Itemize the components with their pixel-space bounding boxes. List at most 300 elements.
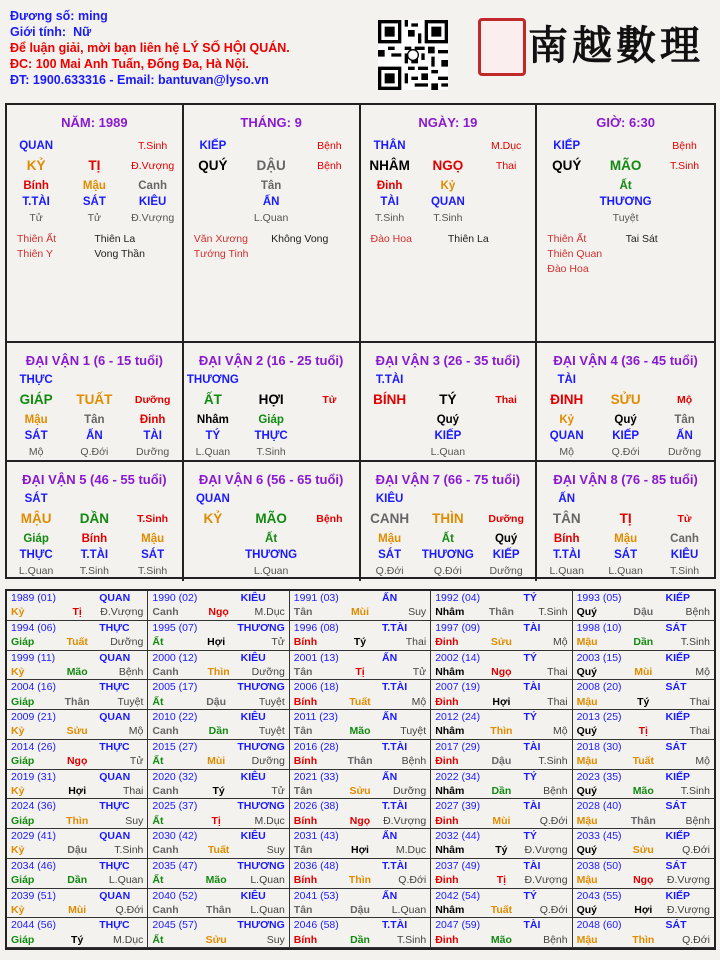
pillar-r3-cell [184, 178, 242, 194]
year-label: 2028 (40) [576, 800, 622, 813]
dai-van-r2-cell: ẤT [203, 392, 222, 407]
dai-van-god: T.TÀI [375, 374, 404, 386]
branch: Ngọ [349, 814, 371, 827]
pillar-r3-cell: Mậu [82, 180, 106, 192]
contact-line: Để luận giải, mời bạn liên hệ LÝ SỐ HỘI QUÁN. [10, 41, 290, 55]
luu-nien-cell [573, 740, 714, 770]
pillar-title: NGÀY: 19 [418, 115, 478, 130]
pillar-r4-cell: TÀI [380, 196, 399, 208]
dai-van-r3-cell [300, 412, 358, 428]
pillar-note: Đào Hoa [547, 263, 589, 275]
ten-god: QUAN [99, 770, 131, 783]
ten-god: QUAN [99, 711, 131, 723]
luu-nien-cell [431, 740, 572, 770]
branch: Sửu [205, 933, 227, 946]
ten-god: THƯƠNG [237, 919, 285, 932]
life-stage: Đ.Vượng [524, 844, 568, 857]
dai-van-r2-cell: TUẤT [76, 392, 113, 407]
branch: Ngọ [66, 755, 88, 768]
branch: Dần [208, 725, 229, 738]
life-stage: Dưỡng [251, 755, 285, 768]
life-stage: Dưỡng [110, 636, 144, 649]
ten-god: T.TÀI [382, 859, 408, 872]
dai-van-r4-cell: THƯƠNG [245, 549, 298, 561]
year-label: 2023 (35) [576, 770, 622, 783]
ten-god: T.TÀI [382, 919, 408, 932]
dai-van-r3-cell: Ất [441, 533, 454, 545]
year-label: 2015 (27) [152, 740, 198, 753]
spacer [65, 491, 123, 507]
stem: Đinh [435, 695, 459, 708]
dai-van-r5-cell: L.Quan [195, 446, 231, 458]
pillar-r5-cell [477, 210, 535, 226]
luu-nien-cell [290, 829, 431, 859]
pillar-r1-cell: KIẾP [553, 140, 581, 152]
stem: Giáp [11, 755, 35, 768]
luu-nien-cell [290, 680, 431, 710]
pillar-r2-cell: NHÂM [369, 158, 410, 173]
ten-god: THỰC [99, 681, 130, 694]
dai-van-r5-cell: L.Quan [18, 565, 54, 577]
ten-god: QUAN [99, 889, 131, 902]
spacer [419, 491, 477, 507]
year-label: 2032 (44) [435, 830, 481, 842]
luu-nien-cell [290, 918, 431, 948]
stem: Kỷ [11, 844, 25, 857]
ten-god: KIÊU [240, 711, 266, 723]
year-label: 2034 (46) [11, 859, 56, 872]
luu-nien-cell [290, 889, 431, 919]
dai-van-body [537, 372, 714, 460]
ten-god: THỰC [99, 740, 130, 753]
dai-van-title: ĐẠI VẬN 8 (76 - 85 tuổi) [553, 472, 698, 487]
year-label: 1996 (08) [293, 621, 339, 634]
stem: Đinh [435, 933, 459, 946]
dai-van-r3-cell [184, 531, 242, 547]
dai-van-r2-cell: TỊ [619, 511, 632, 526]
luu-nien-cell [573, 591, 714, 621]
seal-stamp-icon [478, 18, 526, 76]
pillar-r5-cell [300, 210, 358, 226]
ten-god: TÀI [523, 681, 541, 694]
branch: Hợi [351, 844, 369, 857]
dai-van-r2-cell: Dưỡng [488, 513, 524, 525]
dai-van-title: ĐẠI VẬN 1 (6 - 15 tuổi) [25, 353, 163, 368]
luu-nien-cell [431, 651, 572, 681]
pillar-r2-cell: TỊ [88, 158, 101, 173]
pillar-r5-cell [537, 210, 596, 226]
dai-van-r2-cell: CANH [370, 511, 410, 526]
dai-van-r4-cell: TÝ [205, 430, 221, 442]
life-stage: Suy [266, 933, 285, 946]
pillar-notes [361, 232, 536, 247]
stem: Mậu [576, 814, 598, 827]
pillar-note: Văn Xương [193, 233, 248, 245]
ten-god: TÝ [523, 830, 537, 842]
pillar-r3-cell [477, 178, 535, 194]
ten-god: TÀI [523, 919, 541, 932]
life-stage: Suy [266, 844, 285, 857]
dai-van-2 [184, 343, 361, 462]
life-stage: L.Quan [108, 874, 144, 887]
dai-van-r3-cell: Quý [494, 533, 518, 545]
pillar-r4-cell: KIÊU [138, 196, 167, 208]
dai-van-r2-cell: MÃO [255, 511, 287, 526]
stem: Giáp [11, 636, 35, 649]
pillar-body [537, 138, 714, 226]
stem: Nhâm [435, 665, 465, 678]
life-stage: Dưỡng [251, 665, 285, 678]
dai-van-body [184, 491, 359, 579]
year-label: 2020 (32) [152, 770, 198, 783]
dai-van-body [184, 372, 359, 460]
pillar-r2-cell: DẬU [256, 158, 286, 173]
dai-van-5 [7, 462, 184, 581]
pillar-note: Thiên La [447, 233, 489, 245]
dai-van-r4-cell [361, 428, 419, 444]
spacer [65, 372, 123, 388]
branch: Tý [353, 636, 367, 649]
spacer [477, 372, 535, 388]
luu-nien-cell [431, 799, 572, 829]
dai-van-r2-cell: TÝ [439, 392, 457, 407]
life-stage: Bệnh [685, 814, 710, 827]
dai-van-r5-cell [361, 444, 419, 460]
dai-van-r2-cell: Tử [322, 394, 337, 406]
life-stage: Tuyệt [400, 725, 427, 738]
dai-van-r3-cell: Quý [436, 414, 460, 426]
branch: Sửu [632, 844, 654, 857]
luu-nien-cell [290, 621, 431, 651]
luu-nien-cell [148, 710, 289, 740]
ten-god: T.TÀI [382, 621, 408, 634]
dai-van-title: ĐẠI VẬN 4 (36 - 45 tuổi) [553, 353, 698, 368]
ten-god: TÝ [523, 770, 537, 783]
dai-van-r5-cell: Q.Đới [433, 565, 462, 577]
branch: Ngọ [633, 874, 654, 887]
luu-nien-cell [431, 621, 572, 651]
stem: Đinh [435, 755, 459, 768]
branch: Tị [496, 874, 507, 887]
pillar-r2-cell: QUÝ [552, 158, 582, 173]
luu-nien-cell [431, 710, 572, 740]
dai-van-3 [361, 343, 538, 462]
luu-nien-cell [148, 859, 289, 889]
branch: Thìn [490, 725, 513, 738]
branch: Tý [637, 695, 650, 708]
ten-god: KIẾP [665, 651, 691, 664]
dai-van-r2-cell: Thai [495, 394, 517, 406]
luu-nien-cell [290, 740, 431, 770]
stem: Kỷ [11, 784, 25, 797]
dai-van-god: SÁT [24, 493, 48, 505]
dai-van-god: ẤN [558, 493, 576, 505]
pillar-r3-cell: Canh [138, 180, 167, 192]
dai-van-r4-cell: SÁT [141, 549, 165, 561]
pillar-r2-cell: Thai [495, 160, 517, 172]
dai-van-r3-cell: Quý [614, 414, 637, 426]
branch: Mùi [68, 903, 87, 916]
stem: Nhâm [435, 606, 465, 619]
dai-van-r5-cell: T.Sinh [669, 565, 700, 577]
luu-nien-cell [431, 859, 572, 889]
luu-nien-cell [573, 799, 714, 829]
stem: Canh [152, 606, 179, 619]
pillar-r2-cell: Đ.Vượng [131, 160, 175, 172]
ten-god: ẤN [382, 651, 398, 664]
stem: Mậu [576, 695, 598, 708]
ten-god: KIÊU [240, 830, 266, 842]
pillar-note [626, 262, 704, 277]
dai-van-r4-cell: KIẾP [612, 430, 640, 442]
pillar-r1-cell: T.Sinh [138, 140, 168, 152]
pillar-r4-cell: SÁT [82, 196, 106, 208]
dai-van-title: ĐẠI VẬN 3 (26 - 35 tuổi) [375, 353, 521, 368]
pillar-note: Vong Thần [94, 248, 145, 260]
stem: Tân [293, 784, 313, 797]
pillar-r3-cell [537, 178, 596, 194]
luu-nien-cell [7, 889, 148, 919]
dai-van-r4-cell: ẤN [676, 430, 693, 442]
luu-nien-cell [431, 829, 572, 859]
ten-god: THƯƠNG [237, 621, 285, 634]
year-label: 2043 (55) [576, 889, 622, 902]
luu-nien-cell [148, 889, 289, 919]
dai-van-r5-cell: T.Sinh [138, 565, 168, 577]
dai-van-title: ĐẠI VẬN 5 (46 - 55 tuổi) [22, 472, 167, 487]
luu-nien-cell [7, 591, 148, 621]
dai-van-title: ĐẠI VẬN 6 (56 - 65 tuổi) [198, 472, 344, 487]
branch: Thân [64, 695, 90, 708]
luu-nien-cell [7, 799, 148, 829]
dai-van-r2-cell: T.Sinh [137, 513, 169, 525]
branch: Mùi [350, 606, 370, 619]
luu-nien-cell [290, 710, 431, 740]
stem: Canh [152, 784, 179, 797]
year-label: 2017 (29) [435, 740, 481, 753]
dai-van-r3-cell: Mậu [378, 533, 402, 545]
stem: Ất [152, 695, 164, 708]
branch: Ngọ [208, 606, 229, 619]
pillar-r3-cell: Tân [260, 180, 282, 192]
dai-van-r3-cell [300, 531, 358, 547]
ten-god: ẤN [382, 830, 398, 842]
branch: Dần [350, 933, 370, 946]
luu-nien-cell [7, 710, 148, 740]
branch: Thân [630, 814, 656, 827]
dai-van-r4-cell: TÀI [143, 430, 162, 442]
branch: Hợi [207, 636, 226, 649]
dai-van-r2-cell: Dưỡng [134, 394, 171, 406]
dai-van-r2-cell: MẬU [20, 511, 52, 526]
life-stage: Thai [547, 665, 568, 678]
address-line: ĐC: 100 Mai Anh Tuấn, Đống Đa, Hà Nội. [10, 57, 249, 71]
ten-god: SÁT [665, 859, 687, 872]
pillar-title: NĂM: 1989 [61, 115, 128, 130]
stem: Giáp [11, 814, 35, 827]
ten-god: THƯƠNG [237, 859, 285, 872]
ten-god: ẤN [382, 592, 398, 604]
year-label: 2011 (23) [293, 711, 338, 723]
year-label: 2003 (15) [576, 651, 622, 664]
pillar-note: Đào Hoa [370, 233, 412, 245]
life-stage: Q.Đới [539, 903, 568, 916]
dai-van-r2-cell: Tử [677, 513, 692, 525]
pillar-r5-cell: L.Quan [253, 212, 289, 224]
dai-van-r5-cell [300, 444, 358, 460]
branch: Tị [355, 665, 365, 678]
life-stage: Đ.Vượng [524, 874, 568, 887]
life-stage: Đ.Vượng [666, 874, 710, 887]
life-stage: M.Dục [254, 814, 285, 827]
stem: Canh [152, 903, 179, 916]
stem: Nhâm [435, 784, 465, 797]
year-label: 2026 (38) [293, 800, 339, 813]
life-stage: Bệnh [543, 933, 568, 946]
branch: Thìn [632, 933, 655, 946]
luu-nien-cell [573, 859, 714, 889]
year-label: 1997 (09) [435, 621, 481, 634]
dai-van-r4-cell: ẤN [86, 430, 103, 442]
year-label: 2007 (19) [435, 681, 481, 694]
luu-nien-cell [431, 918, 572, 948]
stem: Ất [152, 636, 164, 649]
life-stage: T.Sinh [680, 636, 710, 649]
year-label: 2006 (18) [293, 681, 339, 694]
dai-van-r3-cell: Nhâm [196, 414, 229, 426]
stem: Nhâm [435, 844, 465, 857]
year-label: 2005 (17) [152, 681, 198, 694]
dai-van-r3-cell [361, 412, 419, 428]
branch: Hợi [634, 903, 653, 916]
dai-van-r4-cell: SÁT [614, 549, 638, 561]
ten-god: TÝ [523, 592, 537, 604]
qr-code-icon [378, 20, 448, 90]
dai-van-title: ĐẠI VẬN 7 (66 - 75 tuổi) [375, 472, 521, 487]
dai-van-r5-cell: T.Sinh [256, 446, 286, 458]
luu-nien-cell [7, 651, 148, 681]
pillar-note: Không Vong [271, 233, 329, 245]
pillar-r5-cell: Tử [87, 212, 102, 224]
year-label: 2041 (53) [293, 889, 339, 902]
life-stage: Suy [125, 814, 144, 827]
dai-van-r4-cell: THỰC [254, 430, 288, 442]
branch: Tuất [632, 755, 654, 768]
ten-god: KIẾP [665, 889, 691, 902]
spacer [655, 491, 714, 507]
ten-god: SÁT [665, 740, 687, 753]
gender-value: Nữ [73, 25, 92, 39]
pillar-r4-cell: THƯƠNG [599, 196, 652, 208]
pillar-note [271, 247, 348, 262]
pillar-r4-cell: QUAN [430, 196, 465, 208]
branch: Dậu [350, 903, 370, 916]
pillar-note: Tướng Tinh [193, 248, 249, 260]
year-label: 2040 (52) [152, 889, 198, 902]
year-label: 2019 (31) [11, 770, 56, 783]
life-stage: Mộ [553, 636, 568, 649]
spacer [242, 491, 300, 507]
dai-van-r5-cell [300, 563, 358, 579]
life-stage: Mộ [411, 695, 427, 708]
pillar-r4-cell [184, 194, 242, 210]
pillar-note: Thiên Y [17, 248, 53, 260]
year-label: 1991 (03) [293, 592, 339, 604]
stem: Quý [576, 725, 598, 738]
pillar-note: Thiên La [94, 233, 136, 245]
life-stage: M.Dục [254, 606, 285, 619]
luu-nien-cell [7, 829, 148, 859]
dai-van-r5-cell: Q.Đới [375, 565, 404, 577]
dai-van-body [537, 491, 714, 579]
ten-god: TÀI [523, 621, 541, 634]
spacer [477, 491, 535, 507]
life-stage: T.Sinh [396, 933, 427, 946]
year-label: 2012 (24) [435, 711, 481, 723]
pillar-title: GIỜ: 6:30 [596, 115, 656, 130]
life-stage: Suy [408, 606, 427, 619]
ten-god: QUAN [99, 592, 131, 604]
stem: Canh [152, 665, 179, 678]
four-pillars [7, 105, 714, 343]
ten-god: QUAN [99, 830, 131, 842]
branch: Thìn [207, 665, 230, 678]
luu-nien-cell [148, 918, 289, 948]
branch: Tý [495, 844, 508, 857]
pillar-note: Tai Sát [625, 233, 658, 245]
ten-god: SÁT [665, 621, 687, 634]
phone-email-line: ĐT: 1900.633316 - Email: bantuvan@lyso.vn [10, 73, 269, 87]
ten-god: THỰC [99, 859, 130, 872]
ten-god: THỰC [99, 621, 130, 634]
dai-van-r2-cell: GIÁP [19, 392, 53, 407]
life-stage: Thai [122, 784, 144, 797]
life-stage: Q.Đới [115, 903, 144, 916]
pillar-note [626, 247, 704, 262]
stem: Mậu [576, 755, 598, 768]
pillar-r2-cell: T.Sinh [669, 160, 700, 172]
life-stage: Mộ [695, 665, 710, 678]
stem: Tân [293, 606, 313, 619]
branch: Ngọ [491, 665, 512, 678]
luu-nien-cell [431, 770, 572, 800]
luu-nien-cell [7, 621, 148, 651]
pillar-r1-cell [242, 138, 300, 154]
ten-god: TÝ [523, 711, 537, 723]
pillar-r1-cell: Bệnh [317, 140, 342, 152]
stem: Nhâm [435, 725, 465, 738]
branch: Dậu [633, 606, 654, 619]
dai-van-6 [184, 462, 361, 581]
stem: Kỷ [11, 725, 25, 738]
pillar-2 [361, 105, 538, 341]
stem: Tân [293, 844, 313, 857]
year-label: 2002 (14) [435, 651, 481, 664]
spacer [655, 372, 714, 388]
luu-nien-cell [573, 710, 714, 740]
stem: Mậu [576, 636, 598, 649]
stem: Tân [293, 903, 313, 916]
pillar-r3-cell: Đinh [376, 180, 403, 192]
pillar-3 [537, 105, 714, 341]
life-stage: Q.Đới [398, 874, 427, 887]
dai-van-r3-cell: Mậu [614, 533, 638, 545]
luu-nien-cell [148, 799, 289, 829]
ten-god: THƯƠNG [237, 740, 285, 753]
branch: Dậu [491, 755, 512, 768]
year-label: 2022 (34) [435, 770, 481, 783]
branch: Tị [638, 725, 648, 738]
